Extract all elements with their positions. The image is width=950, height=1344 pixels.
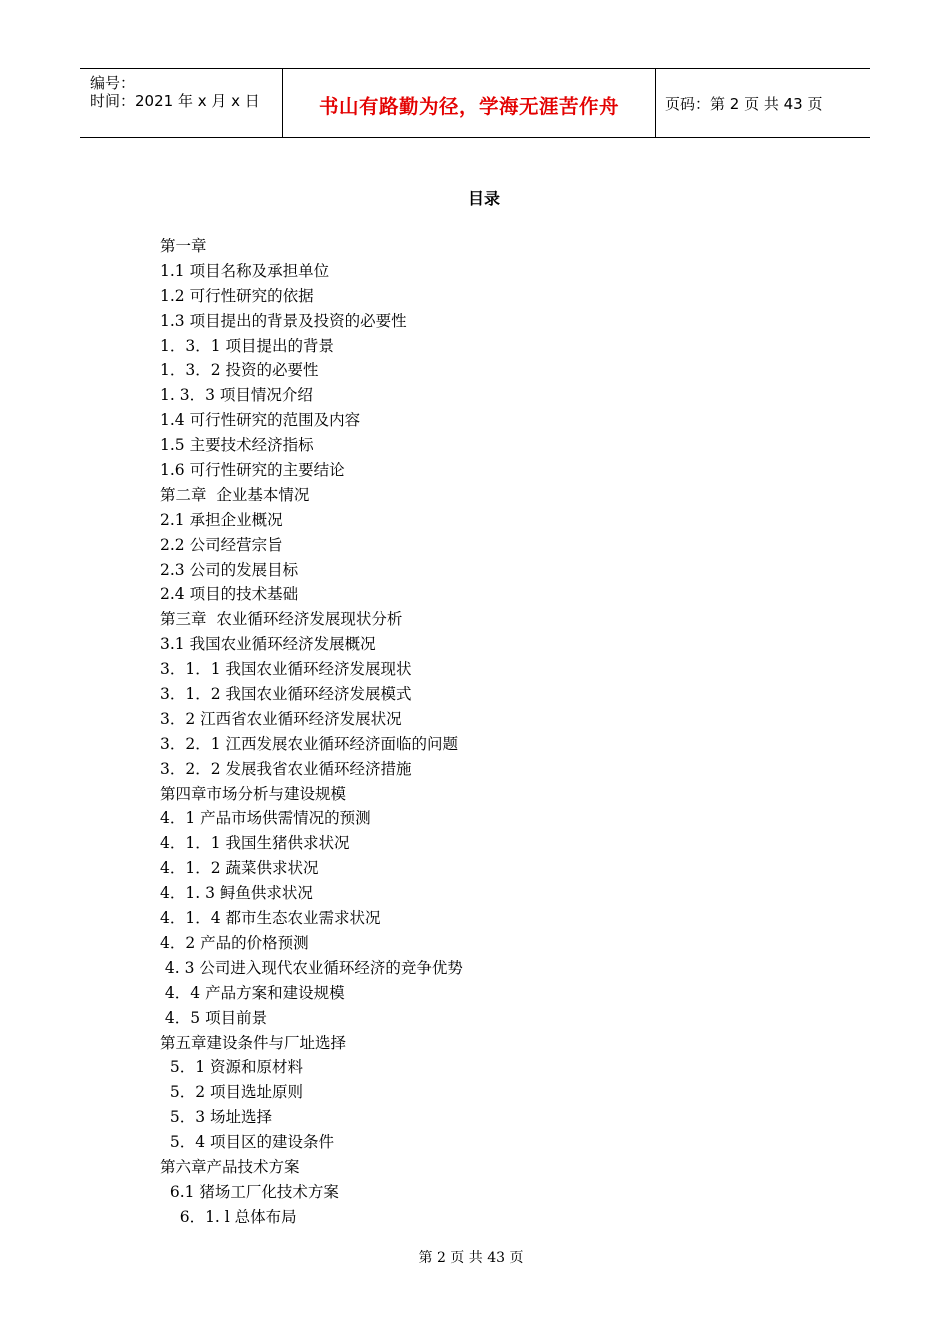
toc-item: 6．1. l 总体布局 (160, 1207, 297, 1226)
toc-item: 4．2 产品的价格预测 (160, 933, 309, 952)
toc-item: 4．1．2 蔬菜供求状况 (160, 859, 319, 878)
toc-item: 6.1 猪场工厂化技术方案 (160, 1182, 339, 1201)
toc-item: 第五章建设条件与厂址选择 (160, 1033, 347, 1052)
header-middle-cell (282, 69, 656, 137)
toc-item: 3．2．1 江西发展农业循环经济面临的问题 (160, 734, 459, 753)
toc-item: 第三章 农业循环经济发展现状分析 (160, 610, 403, 629)
toc-item: 5．2 项目选址原则 (160, 1083, 304, 1102)
toc-item: 第一章 (160, 237, 207, 255)
toc-item: 3．2．2 发展我省农业循环经济措施 (160, 759, 412, 778)
toc-item: 第六章产品技术方案 (160, 1157, 300, 1176)
toc-item: 1.2 可行性研究的依据 (160, 286, 314, 305)
toc-item: 4. 3 公司进入现代农业循环经济的竞争优势 (160, 958, 463, 977)
header-motto: 书山有路勤为径，学海无涯苦作舟 (318, 95, 619, 118)
page-header (80, 68, 870, 138)
toc-item: 5．3 场址选择 (160, 1108, 273, 1127)
toc-item: 2.3 公司的发展目标 (160, 560, 299, 579)
toc-item: 4．4 产品方案和建设规模 (160, 983, 345, 1002)
toc-item: 2.4 项目的技术基础 (160, 585, 299, 604)
toc-item: 1.3 项目提出的背景及投资的必要性 (160, 311, 407, 330)
toc-item: 1.6 可行性研究的主要结论 (160, 461, 345, 480)
toc-item: 1.1 项目名称及承担单位 (160, 261, 330, 280)
serial-label: 编号： (90, 74, 136, 92)
toc-item: 第四章市场分析与建设规模 (160, 784, 347, 803)
header-left-cell (80, 69, 282, 137)
toc-item: 1.5 主要技术经济指标 (160, 436, 314, 455)
header-right-cell (655, 69, 870, 137)
toc-item: 第二章 企业基本情况 (160, 485, 310, 504)
toc-item: 4．1 产品市场供需情况的预测 (160, 809, 371, 828)
toc-item: 5．1 资源和原材料 (160, 1058, 304, 1077)
toc-item: 4．1．1 我国生猪供求状况 (160, 834, 350, 853)
toc-item: 2.1 承担企业概况 (160, 510, 283, 529)
time-label: 时间：2021 年 x 月 x 日 (90, 92, 260, 110)
table-of-contents (160, 234, 463, 1230)
footer-page-number: 第 2 页 共 43 页 (418, 1250, 524, 1266)
toc-item: 1.4 可行性研究的范围及内容 (160, 411, 361, 430)
toc-item: 4．1．4 都市生态农业需求状况 (160, 909, 381, 928)
toc-item: 1．3．1 项目提出的背景 (160, 336, 335, 355)
toc-item: 3．1．1 我国农业循环经济发展现状 (160, 660, 412, 679)
page-info: 页码：第 2 页 共 43 页 (665, 95, 823, 113)
toc-item: 3．1．2 我国农业循环经济发展模式 (160, 685, 412, 704)
toc-item: 3．2 江西省农业循环经济发展状况 (160, 709, 402, 728)
toc-item: 3.1 我国农业循环经济发展概况 (160, 635, 376, 654)
page-footer (0, 1247, 950, 1267)
toc-item: 4．5 项目前景 (160, 1008, 268, 1027)
toc-item: 1. 3．3 项目情况介绍 (160, 386, 313, 405)
toc-title: 目录 (467, 189, 500, 208)
toc-item: 4．1. 3 鲟鱼供求状况 (160, 884, 313, 903)
toc-item: 1．3．2 投资的必要性 (160, 361, 319, 380)
toc-item: 5．4 项目区的建设条件 (160, 1133, 335, 1152)
toc-item: 2.2 公司经营宗旨 (160, 535, 283, 554)
